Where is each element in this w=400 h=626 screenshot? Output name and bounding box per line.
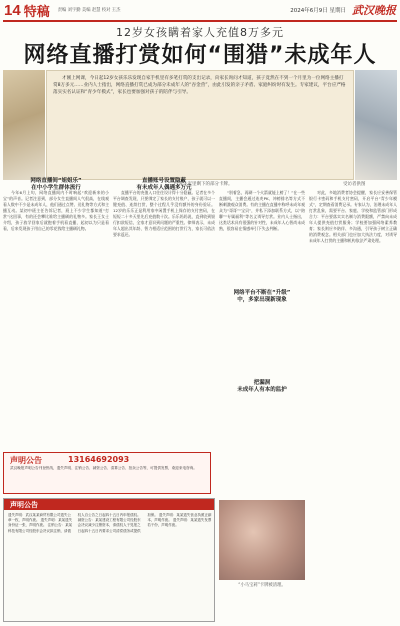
newspaper-logo: 武汉晚报	[352, 4, 396, 17]
sub-heading-3: 网络平台不断在“升级” 中，多家出现新现象	[219, 288, 305, 306]
notice-title: 声明公告	[10, 501, 38, 509]
article-subtitle: 12岁女孩瞒着家人充值8万多元	[116, 26, 284, 39]
masthead	[0, 0, 400, 20]
column-2-text: 直播平台的充值入口往往设计得十分隐蔽。记者在多个平台调查发现，只要绑定了家长的支付账户，孩子就可以一键充值、连续打赏，整个过程几乎没有额外的身份验证。12岁的乐乐正是利用家中闲置手机上保存的支付密码，在短短二十多天里先后充值数十次。乐乐妈妈说，直到收到银行扣款短信，全家才意识到问题的严重性。律师表示，未成年人超出其年龄、智力相适应范围的打赏行为，家长可依法要求返还。	[113, 190, 215, 238]
article-headline: 网络直播打赏如何“围猎”未成年人	[23, 43, 377, 68]
photo-cards-left	[3, 70, 45, 180]
notice-section	[3, 498, 215, 622]
article-column-2	[113, 190, 215, 490]
staff-credits: 责编 刘宇勤 美编 赵慧 校对 王杰	[57, 8, 121, 13]
ad-body: 武汉晚报声明公告刊登热线，遗失声明、注销公告、减资公告、清算公告、拍卖公告等，可提供发票，欢迎来电咨询。	[10, 466, 197, 470]
sub-heading-2: 直播账号设置隐蔽 有未成年人偶遇多万元	[136, 178, 192, 191]
article-lead: 才刚上网课，今日起12岁女孩乐乐发现自家手机里有多笔打赏的支出记录，向家长询问才知道，孩子竟然在不到一个月里为一位网络主播打赏8万多元……业内人士指出，网络直播打赏已成为部分未成年人的“吞金兽”，由此引发的亲子矛盾、家庭纠纷时有发生。专家建议，平台应严格落实实名认证和“青少年模式”，家长也要加强对孩子的陪伴与引导。	[46, 70, 354, 180]
sub-heading-4: 把漏洞 未成年人有本的监护	[219, 378, 305, 396]
sub-heading-1: 网络直播间“姐姐乐” 在中小学生群体流行	[30, 178, 82, 191]
column-1-text: 今年6月上旬，网络直播间内不时响起“欢迎新来的小宝”的声音。记者注意到，部分女生直播间人气很高，在线观看人数中不少是未成年人，他们通过点赞、送礼物等方式和主播互动。某初中班主任告诉记者，班上不少学生都知道“打赏”这回事，有的还会攀比谁给主播刷的礼物多。家长王女士介绍，孩子放学回家后就抱着手机看直播，起初以为只是看看，后来发现孩子用自己的零花钱给主播刷礼物。	[3, 190, 109, 232]
page-number: 14	[4, 1, 21, 19]
photo-caption-bottom: “小马宝莉”卡牌被清理。	[238, 583, 286, 588]
column-3-text: “别着急，再刷一个火箭就能上榜了！”在一些直播间，主播会通过连麦PK、冲榜排名等方式不断刺激观众消费。有的主播在直播中称呼未成年观众为“哥哥”“宝贝”，并私下添加联系方式，以“陪聊”“专属福利”等名义诱导打赏。业内人士指出，这类话术具有很强的针对性，未成年人心智尚未成熟，很容易在情感牵引下失去判断。	[219, 190, 305, 232]
photo-toy-figure	[219, 500, 305, 580]
article-column-1	[3, 190, 109, 446]
notice-body: 遗失声明：武汉某某商贸有限公司遗失公章一枚，声明作废。 遗失声明：某某遗失身份证一张，声明作废。 注销公告：某某科技有限公司经股东会决议拟注销，请债权人自公告之日起四十五日内申报债权。 减资公告：某某建设工程有限公司经股东会决议减少注册资本，请债权人于见报之日起四十五日内要求公司清偿债务或提供担保。 遗失声明：某某遗失营业执照正副本，声明作废。 遗失声明：某某遗失发票若干份，声明作废。	[8, 513, 212, 533]
ad-phone: 13164692093	[68, 455, 130, 464]
issue-date: 2024年6月9日 星期日	[290, 8, 346, 14]
masthead-rule	[3, 20, 397, 22]
article-column-4	[309, 190, 397, 620]
photo-caption-right: 受访者供图	[343, 182, 366, 187]
column-4-text: 对此，多地消费者协会提醒，家长应妥善保管银行卡密码和手机支付密码，开启平台“青少年模式”，定期查看消费记录。专家认为，治理未成年人打赏乱象，需要平台、家庭、学校和监管部门形成合力：平台要落实实名制与消费限额，严禁向未成年人提供充值打赏服务；学校要加强网络素养教育；家长则应多陪伴、多沟通，引导孩子树立正确的消费观念。相关部门也应加大执法力度，对诱导未成年人打赏的主播和机构依法严肃处理。	[309, 190, 397, 244]
classified-ad	[3, 452, 211, 494]
photo-cards-right	[355, 70, 397, 180]
photo-caption-left: 白先生家里剩下的部分卡牌。	[174, 182, 233, 187]
ad-title: 声明公告	[10, 456, 42, 465]
section-name: 特稿	[23, 4, 50, 20]
